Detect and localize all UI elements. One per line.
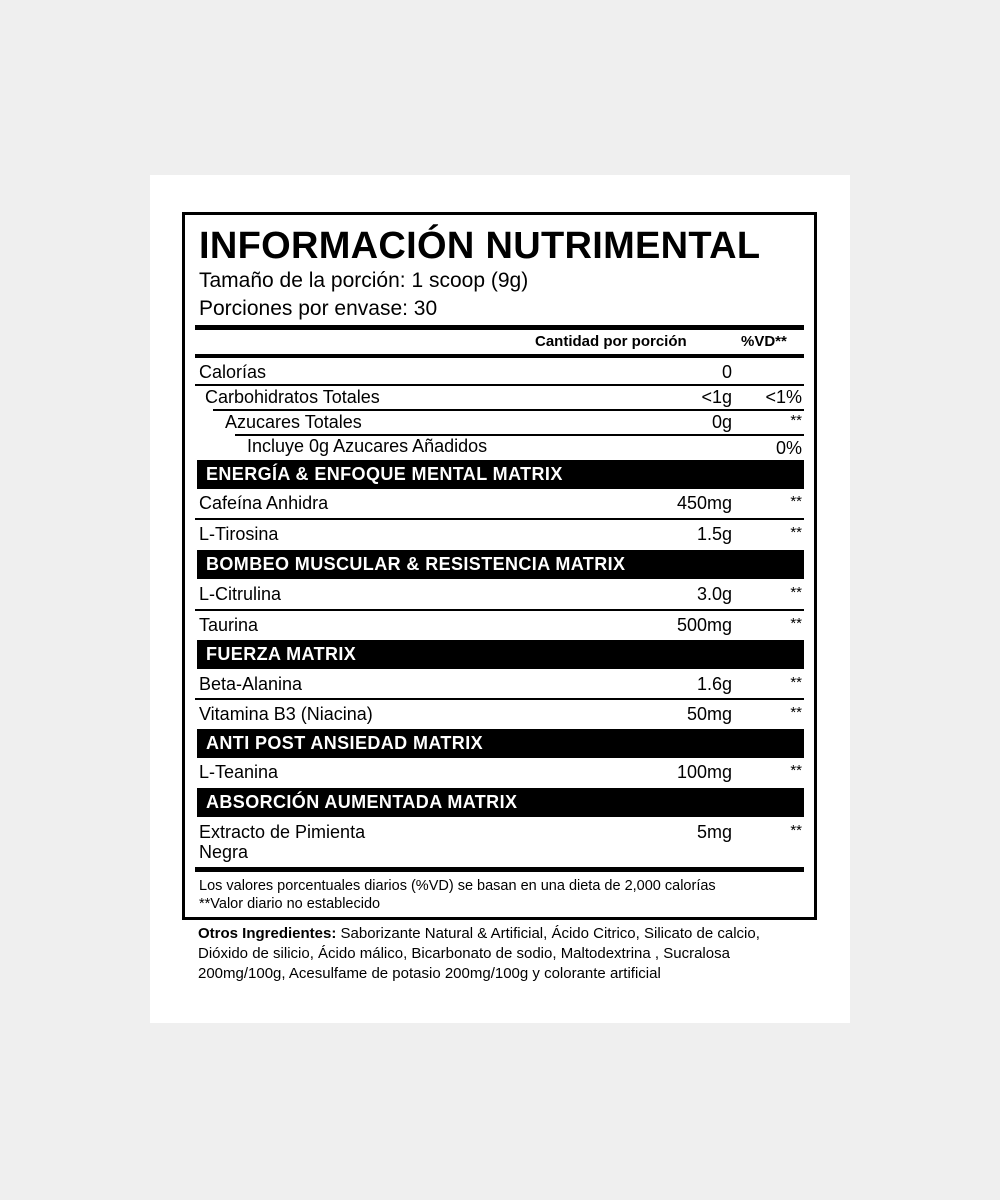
divider — [213, 409, 804, 411]
ingredient-dv: ** — [790, 493, 802, 510]
divider — [195, 384, 804, 386]
ingredient-label: Vitamina B3 (Niacina) — [199, 704, 373, 724]
other-ingredients-text: Saborizante Natural & Artificial, Ácido Citrico, Silicato de calcio, Dióxido de silicio, Ácido málico, Bicarbonato de sodio, Maltodextrina , Sucralosa 200mg/100g, Acesulfame de potasio 200mg/100g y colorante artificial — [198, 925, 760, 982]
ingredient-amount: 3.0g — [696, 584, 732, 604]
ingredient-amount: 1.5g — [696, 524, 732, 544]
divider-thick — [195, 354, 804, 358]
nutrient-dv: ** — [790, 412, 802, 429]
ingredient-amount: 500mg — [676, 615, 732, 635]
ingredient-dv: ** — [790, 762, 802, 779]
ingredient-label: L-Tirosina — [199, 524, 279, 544]
nutrient-label: Carbohidratos Totales — [205, 387, 380, 407]
ingredient-dv: ** — [790, 524, 802, 541]
matrix-header: BOMBEO MUSCULAR & RESISTENCIA MATRIX — [197, 550, 804, 579]
matrix-header: ANTI POST ANSIEDAD MATRIX — [197, 729, 804, 758]
matrix-header: FUERZA MATRIX — [197, 640, 804, 669]
serving-size: Tamaño de la porción: 1 scoop (9g) — [199, 269, 529, 292]
nutrient-amount: 0 — [721, 362, 732, 382]
column-dv-header: %VD** — [741, 333, 787, 350]
nutrient-label: Azucares Totales — [225, 412, 362, 432]
label-title: INFORMACIÓN NUTRIMENTAL — [199, 225, 761, 267]
divider-thick — [195, 325, 804, 330]
other-ingredients-heading: Otros Ingredientes: — [198, 925, 337, 942]
nutrient-label: Calorías — [199, 362, 267, 382]
ingredient-amount: 5mg — [696, 822, 732, 842]
ingredient-amount: 50mg — [686, 704, 732, 724]
ingredient-amount: 100mg — [676, 762, 732, 782]
ingredient-label: Extracto de Pimienta — [199, 822, 366, 842]
footnote-dv-basis: Los valores porcentuales diarios (%VD) se basan en una dieta de 2,000 calorías — [199, 878, 716, 894]
other-ingredients — [198, 924, 808, 984]
nutrition-facts-panel — [182, 212, 817, 920]
ingredient-label: Beta-Alanina — [199, 674, 303, 694]
ingredient-amount: 1.6g — [696, 674, 732, 694]
ingredient-label: Taurina — [199, 615, 259, 635]
ingredient-dv: ** — [790, 704, 802, 721]
divider-thick — [195, 867, 804, 872]
ingredient-amount: 450mg — [676, 493, 732, 513]
nutrient-label: Incluye 0g Azucares Añadidos — [247, 436, 488, 456]
nutrient-dv: 0% — [775, 438, 802, 458]
ingredient-label-line2: Negra — [199, 842, 249, 862]
ingredient-dv: ** — [790, 584, 802, 601]
ingredient-dv: ** — [790, 674, 802, 691]
ingredient-dv: ** — [790, 822, 802, 839]
ingredient-dv: ** — [790, 615, 802, 632]
matrix-header: ABSORCIÓN AUMENTADA MATRIX — [197, 788, 804, 817]
matrix-header: ENERGÍA & ENFOQUE MENTAL MATRIX — [197, 460, 804, 489]
ingredient-label: L-Teanina — [199, 762, 279, 782]
ingredient-label: L-Citrulina — [199, 584, 282, 604]
divider — [195, 609, 804, 611]
nutrient-amount: 0g — [711, 412, 732, 432]
nutrient-dv: <1% — [765, 387, 802, 407]
divider — [195, 698, 804, 700]
nutrient-amount: <1g — [701, 387, 732, 407]
servings-per-container: Porciones por envase: 30 — [199, 297, 438, 320]
footnote-no-dv: **Valor diario no establecido — [199, 896, 381, 912]
ingredient-label: Cafeína Anhidra — [199, 493, 329, 513]
column-amount-header: Cantidad por porción — [535, 333, 687, 350]
divider — [195, 518, 804, 520]
